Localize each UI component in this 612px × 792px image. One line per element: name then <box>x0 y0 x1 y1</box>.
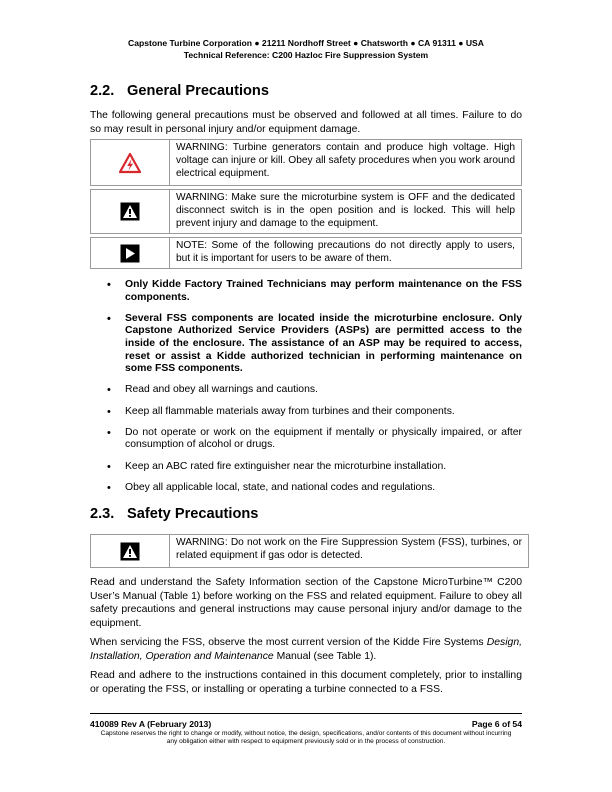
kidde-manual-paragraph: When servicing the FSS, observe the most current version of the Kidde Fire Systems Design, Installation, Operation and Maintenance Manual (see Table 1). <box>90 637 522 662</box>
note-arrow-icon <box>120 244 140 263</box>
general-precautions-list <box>90 279 522 503</box>
section-number: 2.3. <box>90 506 115 522</box>
list-item: • Do not operate or work on the equipment if mentally or physically impaired, or after consumption of alcohol or drugs. <box>90 427 522 452</box>
footer-page-number: Page 6 of 54 <box>471 719 522 729</box>
list-item: • Keep an ABC rated fire extinguisher near the microturbine installation. <box>90 461 522 474</box>
list-item: • Keep all flammable materials away from turbines and their components. <box>90 406 522 419</box>
list-item: • Obey all applicable local, state, and national codes and regulations. <box>90 482 522 495</box>
footer-divider <box>90 713 522 714</box>
users-note-box <box>90 237 522 269</box>
notice-text: WARNING: Turbine generators contain and produce high voltage. High voltage can injure or kill. Obey all safety procedures when you work around electrical equipment. <box>176 142 515 179</box>
section-number: 2.2. <box>90 83 115 99</box>
manual-title: Design, Installation, Operation and Maintenance <box>90 637 522 662</box>
notice-text: WARNING: Do not work on the Fire Suppression System (FSS), turbines, or related equipment if gas odor is detected. <box>176 537 522 561</box>
exclamation-warning-icon <box>120 202 140 221</box>
gas-odor-warning-box <box>90 534 529 568</box>
safety-info-paragraph: Read and understand the Safety Information section of the Capstone MicroTurbine™ C200 User’s Manual (Table 1) before working on the FSS and related equipment. Failure to obey all safety precautions and general instructions may cause personal injury and/or damage to the equipment. <box>90 577 522 629</box>
disconnect-warning-box <box>90 189 522 234</box>
adhere-instructions-paragraph: Read and adhere to the instructions contained in this document completely, prior to installing or operating the FSS, or installing or operating a turbine connected to a FSS. <box>90 670 522 695</box>
header-company-line: Capstone Turbine Corporation ● 21211 Nordhoff Street ● Chatsworth ● CA 91311 ● USA <box>128 38 484 48</box>
page-header <box>0 37 612 61</box>
list-item: • Read and obey all warnings and cautions. <box>90 384 522 397</box>
high-voltage-warning-icon <box>119 152 141 174</box>
general-precautions-intro: The following general precautions must be observed and followed at all times. Failure to do so may result in personal injury and/or equipment damage. <box>90 110 522 135</box>
section-2-3-heading <box>90 506 258 522</box>
list-item: • Several FSS components are located inside the microturbine enclosure. Only Capstone Authorized Service Providers (ASPs) are permitted access to the inside of the enclosure. The assistance of an ASP may be required to access, reset or assist a Kidde authorized technician in performing maintenance on some FSS components. <box>90 313 522 376</box>
section-title: General Precautions <box>127 83 269 99</box>
section-2-2-heading <box>90 83 269 99</box>
list-item: • Only Kidde Factory Trained Technicians may perform maintenance on the FSS components. <box>90 279 522 304</box>
section-title: Safety Precautions <box>127 506 259 522</box>
high-voltage-warning-box <box>90 139 522 186</box>
notice-text: WARNING: Make sure the microturbine system is OFF and the dedicated disconnect switch is in the open position and is locked. This will help prevent injury and damage to the equipment. <box>176 192 515 229</box>
header-reference-line: Technical Reference: C200 Hazloc Fire Suppression System <box>183 50 429 60</box>
notice-text: NOTE: Some of the following precautions do not directly apply to users, but it is important for users to be aware of them. <box>176 240 515 264</box>
exclamation-warning-icon <box>120 542 140 561</box>
footer-document-id: 410089 Rev A (February 2013) <box>90 719 212 729</box>
footer-disclaimer: Capstone reserves the right to change or modify, without notice, the design, specifications, and/or contents of this document without incurring any obligation either with respect to equipment previously sold or in the process of construction. <box>100 730 512 746</box>
